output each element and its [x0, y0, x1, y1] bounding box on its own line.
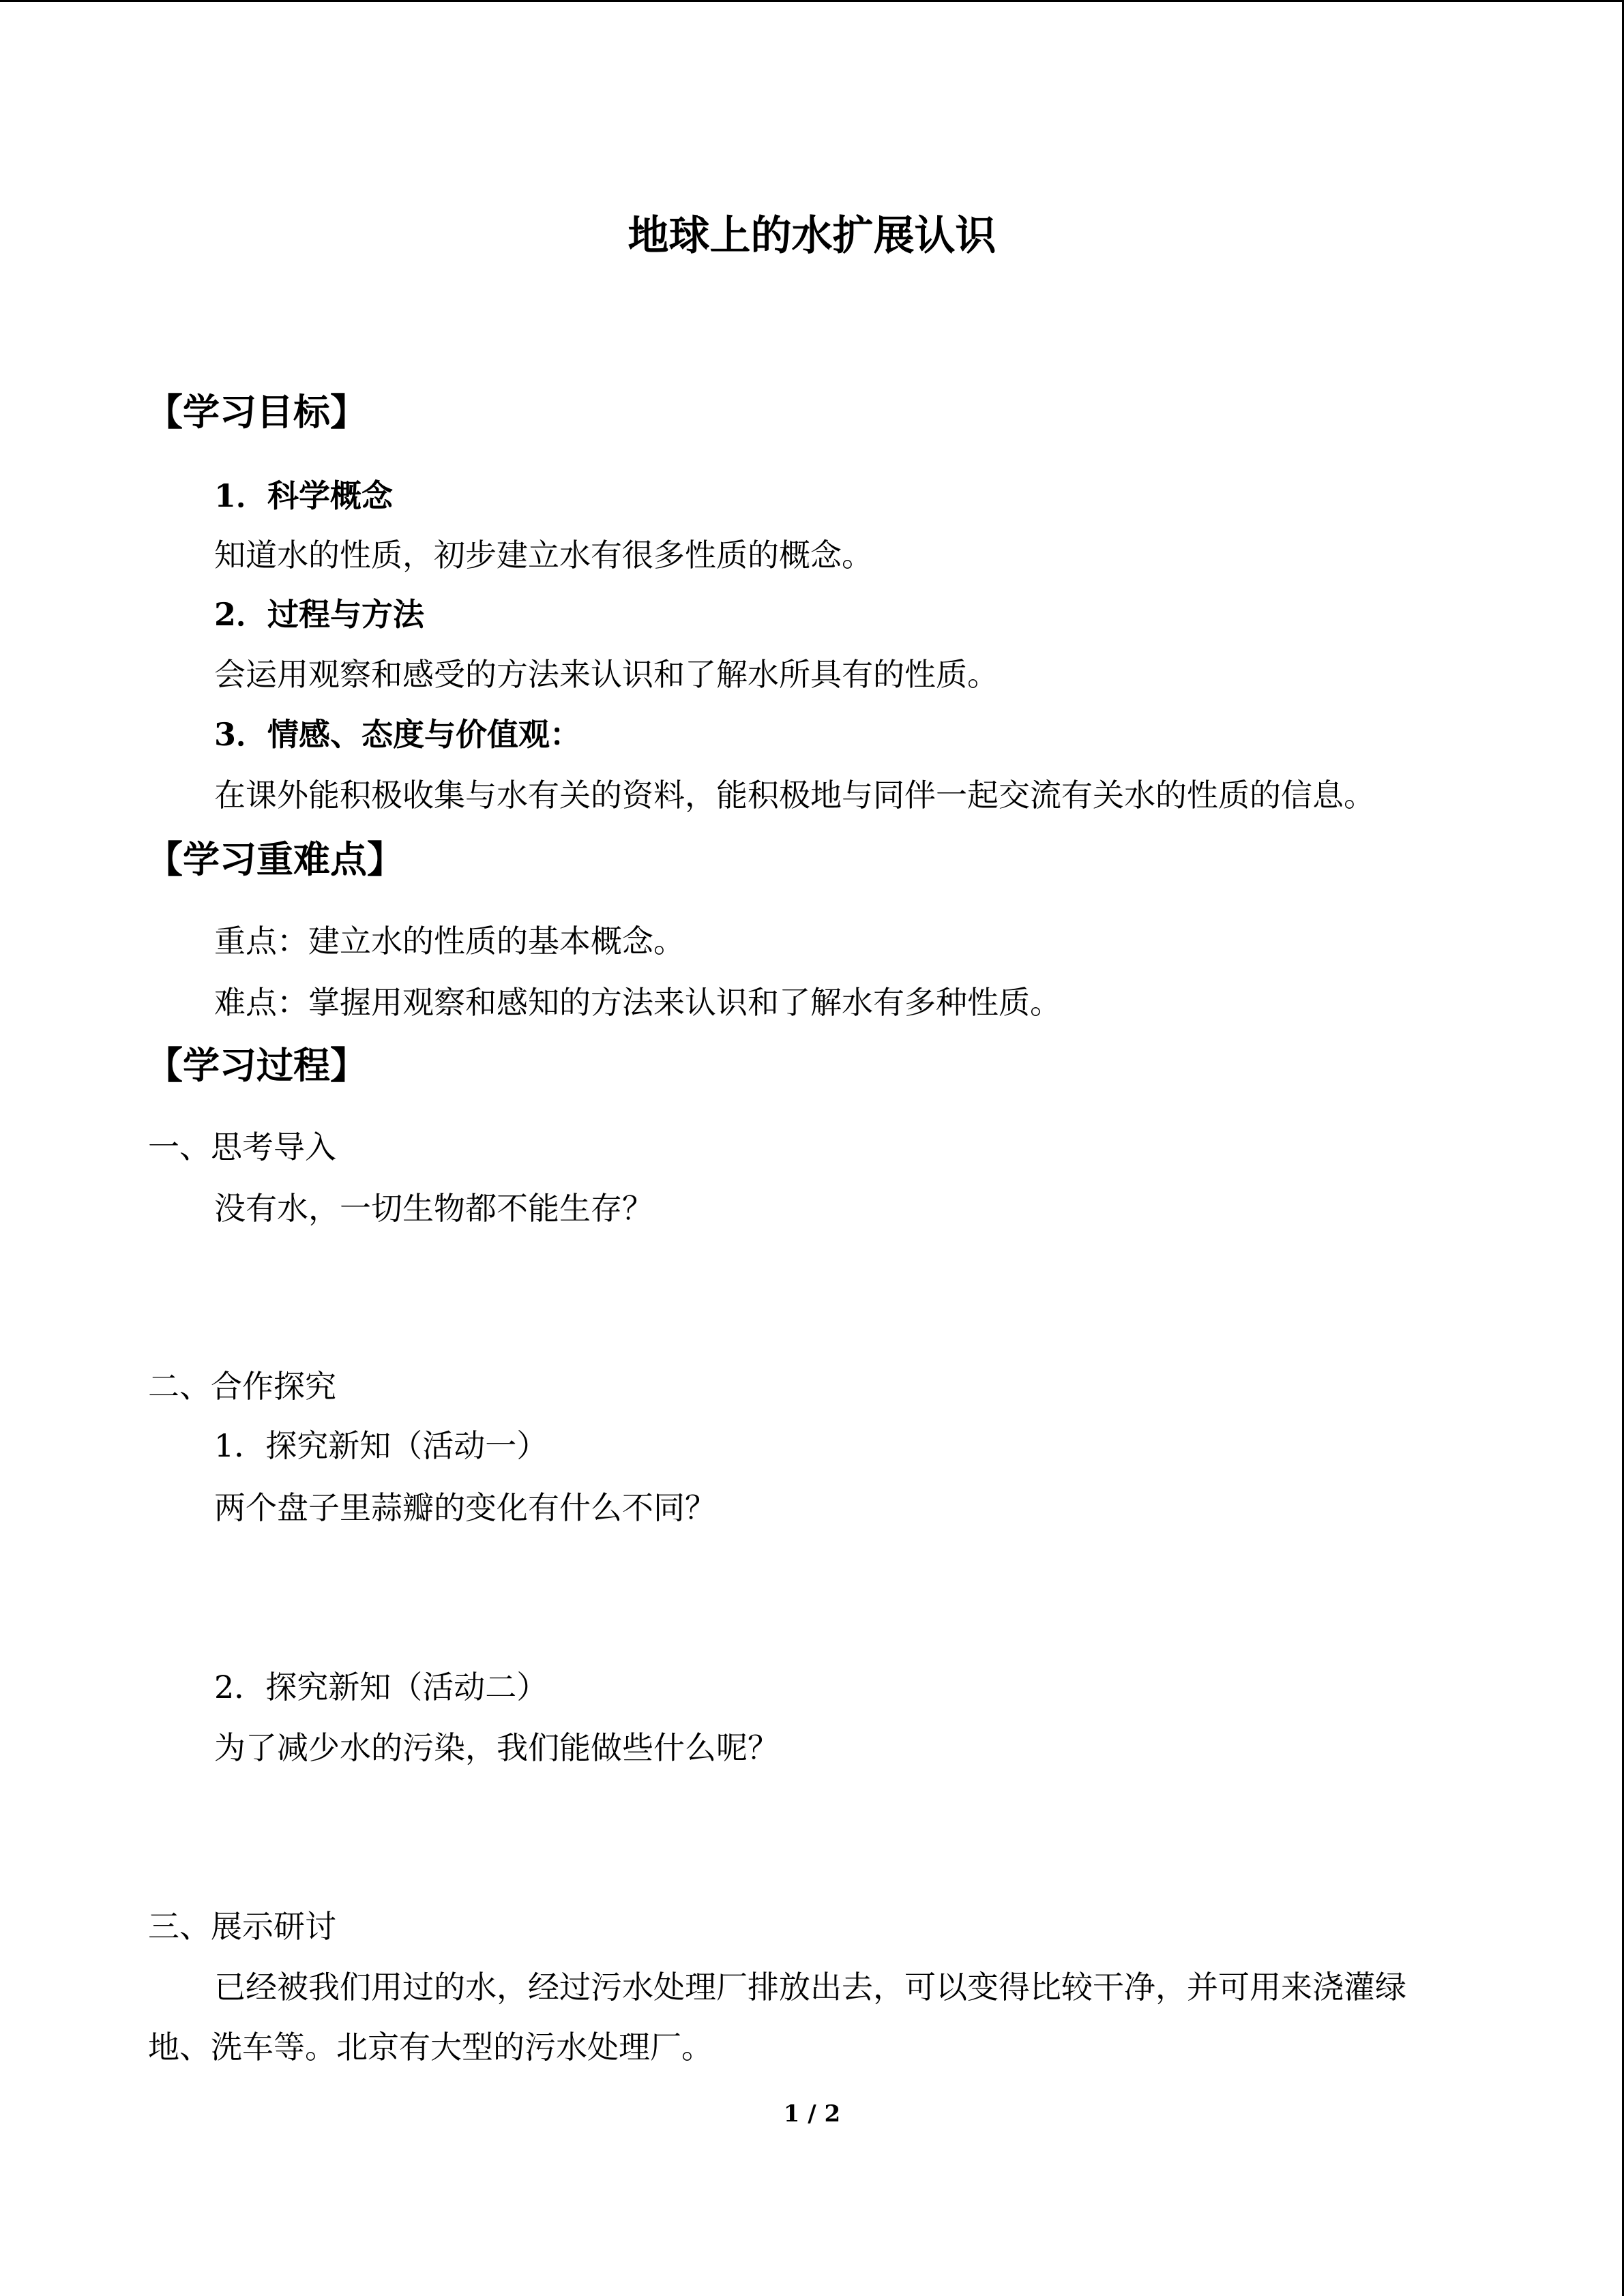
section-heading-goals: 【学习目标】	[146, 391, 367, 434]
section-heading-process: 【学习过程】	[146, 1044, 367, 1087]
page-number: 1 / 2	[783, 2100, 841, 2128]
activity-2-title: 2．探究新知（活动二）	[214, 1669, 548, 1705]
goal-2-label: 2．过程与方法	[214, 596, 425, 633]
activity-1-question: 两个盘子里蒜瓣的变化有什么不同？	[214, 1489, 716, 1526]
part-1-title: 一、思考导入	[148, 1129, 336, 1165]
activity-2-question: 为了减少水的污染，我们能做些什么呢？	[214, 1729, 779, 1766]
part-3-title: 三、展示研讨	[148, 1908, 336, 1945]
part-2-title: 二、合作探究	[148, 1368, 336, 1405]
goal-1-label: 1．科学概念	[214, 477, 394, 514]
goal-2-text: 会运用观察和感受的方法来认识和了解水所具有的性质。	[214, 656, 999, 693]
part-3-text-line-2: 地、洗车等。北京有大型的污水处理厂。	[148, 2029, 713, 2066]
part-1-question: 没有水，一切生物都不能生存？	[214, 1190, 653, 1227]
goal-1-text: 知道水的性质，初步建立水有很多性质的概念。	[214, 537, 873, 573]
part-3-text-line-1: 已经被我们用过的水，经过污水处理厂排放出去，可以变得比较干净，并可用来浇灌绿	[214, 1969, 1406, 2006]
goal-3-text: 在课外能积极收集与水有关的资料，能积极地与同伴一起交流有关水的性质的信息。	[214, 777, 1375, 814]
section-heading-keypoints: 【学习重难点】	[146, 838, 404, 881]
goal-3-label: 3．情感、态度与价值观：	[214, 716, 582, 753]
difficult-point-text: 难点：掌握用观察和感知的方法来认识和了解水有多种性质。	[214, 984, 1061, 1021]
document-title: 地球上的水扩展认识	[628, 212, 996, 260]
key-point-text: 重点：建立水的性质的基本概念。	[214, 923, 685, 959]
top-border	[0, 0, 1624, 2]
activity-1-title: 1．探究新知（活动一）	[214, 1427, 548, 1464]
